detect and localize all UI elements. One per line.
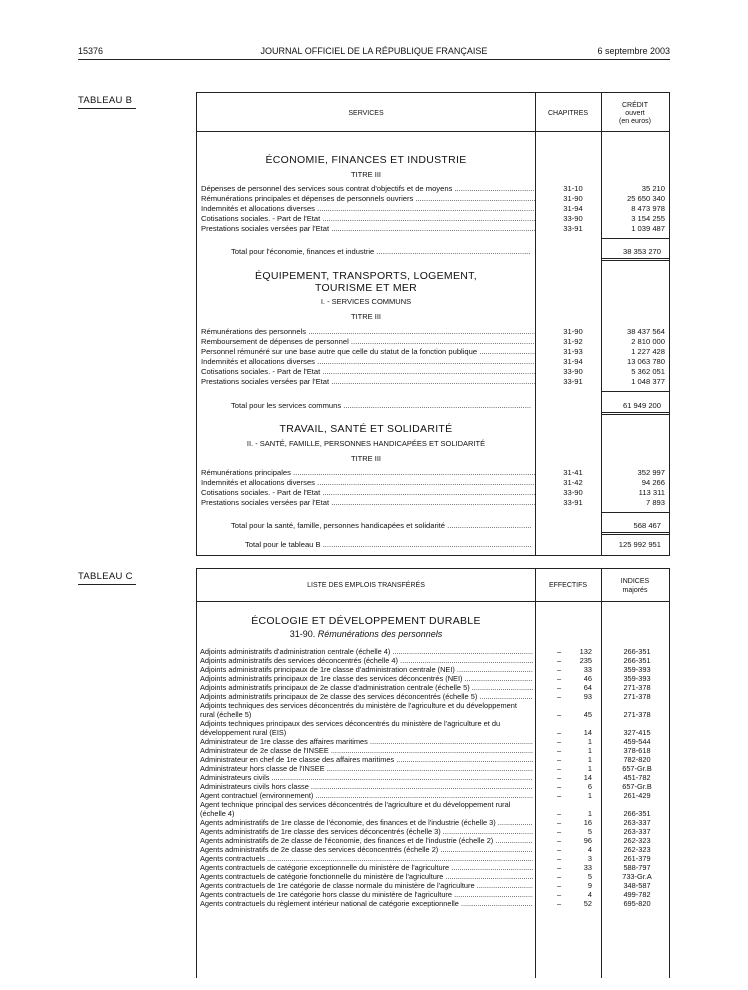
effectif-value: 5 [587,872,592,881]
indice-value: 459-544 [623,737,651,746]
emploi-label: Agents administratifs de 2e classe de l'économie, des finances et de l'industrie (échelle 2) ..... [200,836,533,845]
indice-value: 451-782 [623,773,651,782]
section-title: ÉCOLOGIE ET DÉVELOPPEMENT DURABLE [251,615,481,627]
section-subtitle: I. - SERVICES COMMUNS [320,297,412,306]
effectif-sign: – [557,899,562,908]
journal-title: JOURNAL OFFICIEL DE LA RÉPUBLIQUE FRANÇAISE [260,46,488,56]
indice-value: 271-378 [623,683,651,692]
indice-value: 263-337 [623,827,651,836]
titre-label: TITRE III [351,170,381,179]
effectif-value: 1 [587,737,592,746]
indice-value: 588-797 [623,863,651,872]
effectif-sign: – [557,737,562,746]
effectif-sign: – [557,854,562,863]
col-liste: LISTE DES EMPLOIS TRANSFÉRÉS [307,582,425,589]
emploi-label: Adjoints administratifs principaux de 2e classe d'administration centrale (échelle 5) ..... [200,683,533,692]
effectif-value: 1 [587,791,592,800]
tableau-c-label: TABLEAU C [78,571,133,582]
emploi-label: Agents administratifs de 2e classe des services déconcentrés (échelle 2) ..... [200,845,533,854]
emploi-label: Agents contractuels de catégorie fonctionnelle du ministère de l'agriculture ..... [200,872,533,881]
effectif-value: 14 [583,728,592,737]
section-subtitle: II. - SANTÉ, FAMILLE, PERSONNES HANDICAPÉES ET SOLIDARITÉ [246,439,486,448]
effectif-sign: – [557,674,562,683]
effectif-sign: – [557,710,562,719]
effectif-value: 1 [587,764,592,773]
effectif-value: 45 [583,710,592,719]
effectif-value: 16 [583,818,592,827]
effectif-sign: – [557,845,562,854]
col-effectifs: EFFECTIFS [548,582,588,589]
effectif-value: 14 [583,773,592,782]
effectif-sign: – [557,728,562,737]
effectif-value: 1 [587,755,592,764]
indice-value: 695-820 [623,899,651,908]
indice-value: 266-351 [623,647,651,656]
section-title: ÉCONOMIE, FINANCES ET INDUSTRIE [265,154,467,166]
effectif-value: 4 [587,845,592,854]
effectif-value: 64 [583,683,592,692]
effectif-sign: – [557,683,562,692]
tableau-b: SERVICES CHAPITRES CRÉDIT ouvert (en euros) ÉCONOMIE, FINANCES ET INDUSTRIE TITRE III Dépenses de personnel des services sous contrat d'objectifs et de moyens ..... 31-10 35 210 Rémunérations principales et dépenses de personnels ouvriers ..... 31-90 25 650 340 Indemnités et allocations diverses ..... 31-94 8 473 978 Cotisations sociales. - Part de l'Etat ..... 33-90 3 154 255 Prestations sociales versées par l'Etat ..... 33-91 1 039 487 Total pour l'économie, finances et industrie ..... 38 353 270 ÉQUIPEMENT, TRANSPORTS, LOGEMENT, TOURISME ET MER I. - SERVICES COMMUNS TITRE III Rémunérations des personnels ..... 31-90 38 437 564 Remboursement de dépenses de personnel ..... 31-92 2 810 000 Personnel rémunéré sur une base autre que celle du statut de la fonction publique ..... 31-93 1 227 428 Indemnités et allocations diverses ..... 31-94 13 063 780 Cotisations sociales. - Part de l'Etat ..... 33-90 5 362 051 Prestations sociales versées par l'Etat ..... 33-91 1 048 377 Total pour les services communs ..... 61 949 200 TRAVAIL, SANTÉ ET SOLIDARITÉ II. - SANTÉ, FAMILLE, PERSONNES HANDICAPÉES ET SOLIDARITÉ TITRE III Rémunérations principales ..... 31-41 352 997 Indemnités et allocations diverses ..... 31-42 94 266 Cotisations sociales. - Part de l'Etat ..... 33-90 113 311 Prestations sociales versées par l'Etat ..... 33-91 7 893 Total pour la santé, famille, personnes handicapées et solidarité ..... 568 467 Total pour le tableau B ..... 125 992 951 [196,92,670,556]
effectif-value: 132 [579,647,592,656]
effectif-sign: – [557,818,562,827]
effectif-value: 96 [583,836,592,845]
indice-value: 271-378 [623,710,651,719]
effectif-value: 4 [587,890,592,899]
indice-value: 266-351 [623,656,651,665]
indice-value: 263-337 [623,818,651,827]
indice-value: 733-Gr.A [622,872,652,881]
section-title: TRAVAIL, SANTÉ ET SOLIDARITÉ [279,423,453,435]
tableau-c [196,568,670,978]
emploi-label: Adjoints administratifs des services déconcentrés (échelle 4) ..... [200,656,533,665]
emploi-label: Agent technique principal des services déconcentrés de l'agriculture et du développement rural (échelle 4) [200,800,511,818]
emploi-label: Administrateurs civils hors classe ..... [200,782,533,791]
emploi-label: Administrateur de 1re classe des affaires maritimes ..... [200,737,533,746]
effectif-sign: – [557,692,562,701]
emploi-label: Agent contractuel (environnement) ..... [200,791,533,800]
indice-value: 359-393 [623,674,651,683]
effectif-value: 52 [583,899,592,908]
effectif-value: 1 [587,809,592,818]
indice-value: 499-782 [623,890,651,899]
effectif-sign: – [557,809,562,818]
emploi-label: Adjoints administratifs principaux de 1re classe des services déconcentrés (NEI) ..... [200,674,533,683]
col-credit: CRÉDIT ouvert (en euros) [619,102,651,125]
emploi-label: Administrateur en chef de 1re classe des affaires maritimes ..... [200,755,533,764]
emploi-label: Agents administratifs de 1re classe des services déconcentrés (échelle 3) ..... [200,827,533,836]
effectif-sign: – [557,836,562,845]
emploi-label: Agents contractuels de catégorie exceptionnelle du ministère de l'agriculture ..... [200,863,533,872]
emploi-label: Adjoints administratifs d'administration centrale (échelle 4) ..... [200,647,533,656]
effectif-value: 1 [587,746,592,755]
emploi-label: Agents contractuels ..... [200,854,533,863]
indice-value: 261-379 [623,854,651,863]
indice-value: 327-415 [623,728,651,737]
emploi-label: Adjoints techniques principaux des services déconcentrés du ministère de l'agriculture et du développement rural (EIS) [200,719,501,737]
col-services: SERVICES [348,110,384,117]
effectif-sign: – [557,782,562,791]
effectif-value: 5 [587,827,592,836]
section-title: ÉQUIPEMENT, TRANSPORTS, LOGEMENT, [255,270,477,282]
col-chapitres: CHAPITRES [547,110,589,117]
effectif-sign: – [557,881,562,890]
effectif-sign: – [557,872,562,881]
effectif-value: 3 [587,854,592,863]
titre-label: TITRE III [351,454,381,463]
effectif-value: 9 [587,881,592,890]
emploi-label: Administrateur de 2e classe de l'INSEE ..... [200,746,533,755]
emploi-label: Adjoints techniques des services déconcentrés du ministère de l'agriculture et du développement rural (échelle 5) [200,701,517,719]
indice-value: 348-587 [623,881,651,890]
effectif-sign: – [557,755,562,764]
emploi-label: Agents contractuels du règlement intérieur national de catégorie exceptionnelle ..... [200,899,533,908]
effectif-sign: – [557,656,562,665]
publication-date: 6 septembre 2003 [597,46,670,56]
effectif-value: 6 [587,782,592,791]
emploi-label: Adjoints administratifs principaux de 2e classe des services déconcentrés (échelle 5) ..... [200,692,533,701]
emploi-label: Administrateurs civils ..... [200,773,533,782]
effectif-sign: – [557,827,562,836]
effectif-sign: – [557,773,562,782]
emploi-label: Adjoints administratifs principaux de 1re classe d'administration centrale (NEI) ..... [200,665,533,674]
titre-label: TITRE III [351,312,381,321]
indice-value: 657-Gr.B [622,782,652,791]
indice-value: 782-820 [623,755,651,764]
header-rule [78,59,670,60]
indice-value: 378-618 [623,746,651,755]
effectif-sign: – [557,746,562,755]
effectif-value: 93 [583,692,592,701]
tableau-b-label: TABLEAU B [78,95,132,106]
effectif-sign: – [557,890,562,899]
effectif-value: 235 [579,656,592,665]
indice-value: 271-378 [623,692,651,701]
indice-value: 359-393 [623,665,651,674]
emploi-label: Agents contractuels de 1re catégorie hors classe du ministère de l'agriculture ..... [200,890,533,899]
emploi-label: Administrateur hors classe de l'INSEE ..... [200,764,533,773]
chapter-heading: 31-90. Rémunérations des personnels [289,629,443,639]
indice-value: 266-351 [623,809,651,818]
page-number: 15376 [78,46,104,56]
indice-value: 657-Gr.B [622,764,652,773]
indice-value: 261-429 [623,791,651,800]
effectif-sign: – [557,665,562,674]
emploi-label: Agents contractuels de 1re catégorie de classe normale du ministère de l'agriculture ..... [200,881,533,890]
effectif-sign: – [557,863,562,872]
effectif-sign: – [557,764,562,773]
effectif-sign: – [557,791,562,800]
section-title: TOURISME ET MER [314,282,418,294]
indice-value: 262-323 [623,845,651,854]
effectif-value: 33 [583,863,592,872]
emploi-label: Agents administratifs de 1re classe de l'économie, des finances et de l'industrie (échelle 3) ..... [200,818,533,827]
effectif-value: 33 [583,665,592,674]
col-indices: INDICES majorés [620,578,650,594]
effectif-sign: – [557,647,562,656]
effectif-value: 46 [583,674,592,683]
indice-value: 262-323 [623,836,651,845]
